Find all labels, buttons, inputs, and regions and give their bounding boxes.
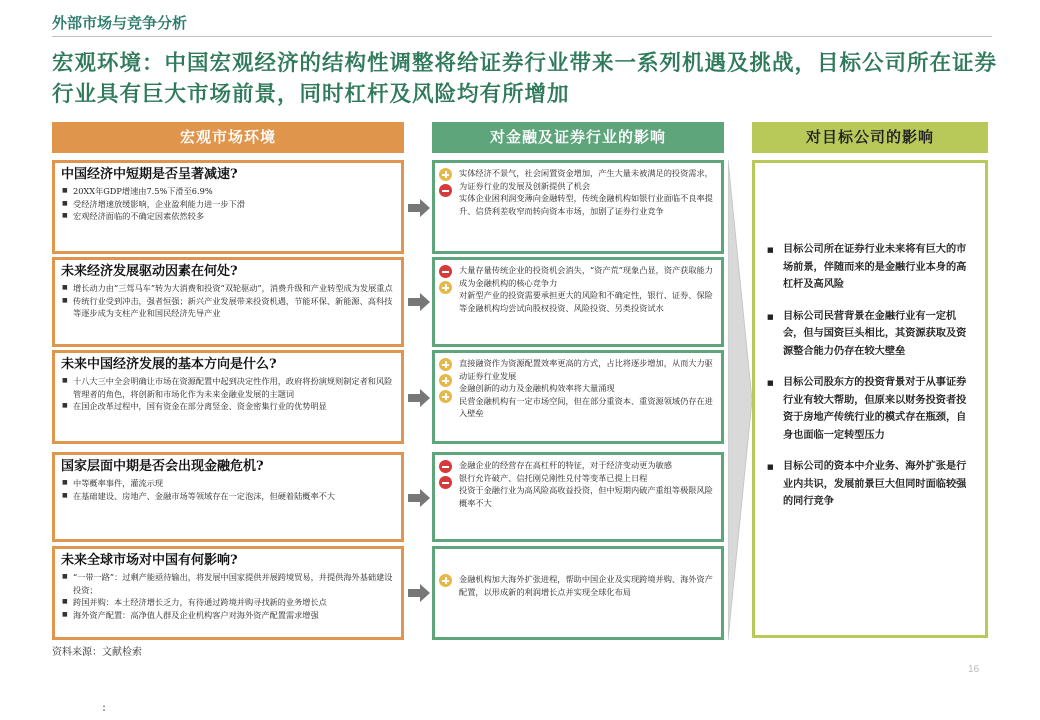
target-impact-item: ■ 目标公司所在证券行业未来将有巨大的市场前景，伴随而来的是金融行业本身的高杠杆及高风险 xyxy=(765,241,975,294)
macro-question: 未来经济发展驱动因素在何处? xyxy=(61,264,238,279)
impact-text: 金融机构加大海外扩张进程，帮助中国企业及实现跨境并购、海外资产配置，以形成新的利润增长点并实现全球化布局 xyxy=(459,574,713,597)
impact-text: 实体经济不景气，社会闲置资金增加，产生大量未被满足的投资需求，为证券行业的发展及创新提供了机会 实体企业困利润变薄向金融转型，传统金融机构如银行业面临不良率提升、信贷利差收窄而转向资本市场，加剧了证券行业竞争 xyxy=(459,168,713,216)
plus-icon xyxy=(439,390,452,403)
section-label: 外部市场与竞争分析 xyxy=(52,15,188,32)
macro-block xyxy=(52,160,404,254)
macro-bullet-list xyxy=(61,282,395,320)
header-rule xyxy=(52,36,992,37)
minus-icon xyxy=(439,184,452,197)
impact-block xyxy=(432,452,724,542)
macro-bullet: ■ 海外资产配置：高净值人群及企业机构客户对海外资产配置需求增强 xyxy=(61,609,395,622)
macro-block xyxy=(52,257,404,347)
macro-block xyxy=(52,452,404,542)
macro-bullet-list xyxy=(61,185,395,223)
impact-text: 大量存量传统企业的投资机会消失，“资产荒”现象凸显，资产获取能力成为金融机构的核心竞争力 对新型产业的投资需要承担更大的风险和不确定性，银行、证券、保险等金融机构均尝试向股权投资、风险投资、另类投资试水 xyxy=(459,265,713,313)
impact-text: 直接融资作为资源配置效率更高的方式，占比将逐步增加，从而大力驱动证券行业发展 金融创新的动力及金融机构效率将大量涌现 民营金融机构有一定市场空间，但在部分重资本、重资源领域仍存在进入壁垒 xyxy=(459,358,713,419)
macro-bullet-list xyxy=(61,571,395,621)
plus-icon xyxy=(439,281,452,294)
impact-text: 金融企业的经营存在高杠杆的特征，对于经济变动更为敏感 银行允许破产、信托刚兑刚性兑付等变革已提上日程 投资于金融行业为高风险高收益投资，但中短期内破产重组等极限风险概率不大 xyxy=(459,460,713,508)
macro-bullet: ■ 在国企改革过程中，国有资金在部分离竖金、资金密集行业的优势明显 xyxy=(61,400,395,413)
plus-icon xyxy=(439,168,452,181)
plus-icon xyxy=(439,574,452,587)
page-title: 宏观环境：中国宏观经济的结构性调整将给证券行业带来一系列机遇及挑战，目标公司所在证券行业具有巨大市场前景，同时杠杆及风险均有所增加 xyxy=(52,51,998,107)
macro-bullet: ■ 中等概率事件，灌流示现 xyxy=(61,477,395,490)
arrow-right-icon xyxy=(408,583,430,603)
macro-question: 未来中国经济发展的基本方向是什么? xyxy=(61,357,277,372)
macro-bullet-list xyxy=(61,477,395,502)
macro-bullet-list xyxy=(61,375,395,413)
column-header-target: 对目标公司的影响 xyxy=(752,122,988,153)
macro-bullet: ■ 受经济增速放缓影响，企业盈利能力进一步下滑 xyxy=(61,198,395,211)
target-impact-item: ■ 目标公司的资本中介业务、海外扩张是行业内共识，发展前景巨大但同时面临较强的同行竞争 xyxy=(765,458,975,511)
arrow-right-icon xyxy=(408,488,430,508)
target-impact-list xyxy=(765,241,975,511)
source-note: 资料来源：文献检索 xyxy=(52,647,142,658)
plus-icon xyxy=(439,374,452,387)
target-impact-panel xyxy=(752,160,988,638)
impact-block xyxy=(432,257,724,347)
column-header-macro: 宏观市场环境 xyxy=(52,122,404,153)
macro-bullet: ■ “一带一路”：过剩产能亟待输出，将发展中国家提供并展跨境贸易，并提供海外基础建设投资； xyxy=(61,571,395,596)
macro-question: 国家层面中期是否会出现金融危机? xyxy=(61,459,264,474)
column-header-impact: 对金融及证券行业的影响 xyxy=(432,122,724,153)
impact-block xyxy=(432,160,724,254)
macro-bullet: ■ 20XX年GDP增速由7.5%下滑至6.9% xyxy=(61,185,395,198)
arrow-right-icon xyxy=(408,198,430,218)
macro-bullet: ■ 十八大三中全会明确让市场在资源配置中起到决定性作用，政府将扮演规则制定者和风险管理者的角色，将创新和市场化作为未来金融业发展的主题词 xyxy=(61,375,395,400)
macro-bullet: ■ 在基础建设、房地产、金融市场等领域存在一定泡沫，但硬着陆概率不大 xyxy=(61,490,395,503)
macro-bullet: ■ 跨国并购：本土经济增长乏力，有待通过跨境并购寻找新的业务增长点 xyxy=(61,596,395,609)
impact-block xyxy=(432,350,724,444)
arrow-right-icon xyxy=(408,292,430,312)
impact-block xyxy=(432,546,724,640)
page-number: 16 xyxy=(968,664,980,675)
footer-mark: : xyxy=(102,700,107,714)
minus-icon xyxy=(439,460,452,473)
plus-icon xyxy=(439,358,452,371)
target-impact-item: ■ 目标公司民营背景在金融行业有一定机会，但与国资巨头相比，其资源获取及资源整合能力仍存在较大壁垒 xyxy=(765,308,975,361)
minus-icon xyxy=(439,265,452,278)
minus-icon xyxy=(439,476,452,489)
macro-bullet: ■ 增长动力由“三驾马车”转为大消费和投资“双轮驱动”，消费升级和产业转型成为发展重点 xyxy=(61,282,395,295)
macro-bullet: ■ 传统行业受到冲击，强者恒强；新兴产业发展带来投资机遇，节能环保、新能源、高科技等逐步成为支柱产业和国民经济先导产业 xyxy=(61,295,395,320)
macro-block xyxy=(52,546,404,640)
target-impact-item: ■ 目标公司股东方的投资背景对于从事证券行业有较大帮助，但原来以财务投资者投资于房地产传统行业的模式存在瓶颈，自身也面临一定转型压力 xyxy=(765,374,975,444)
arrow-right-icon xyxy=(408,388,430,408)
macro-question: 未来全球市场对中国有何影响? xyxy=(61,553,238,568)
macro-question: 中国经济中短期是否呈著减速? xyxy=(61,167,238,182)
macro-bullet: ■ 宏观经济面临的不确定因素依然较多 xyxy=(61,210,395,223)
macro-block xyxy=(52,350,404,444)
large-arrow-icon xyxy=(728,160,752,640)
